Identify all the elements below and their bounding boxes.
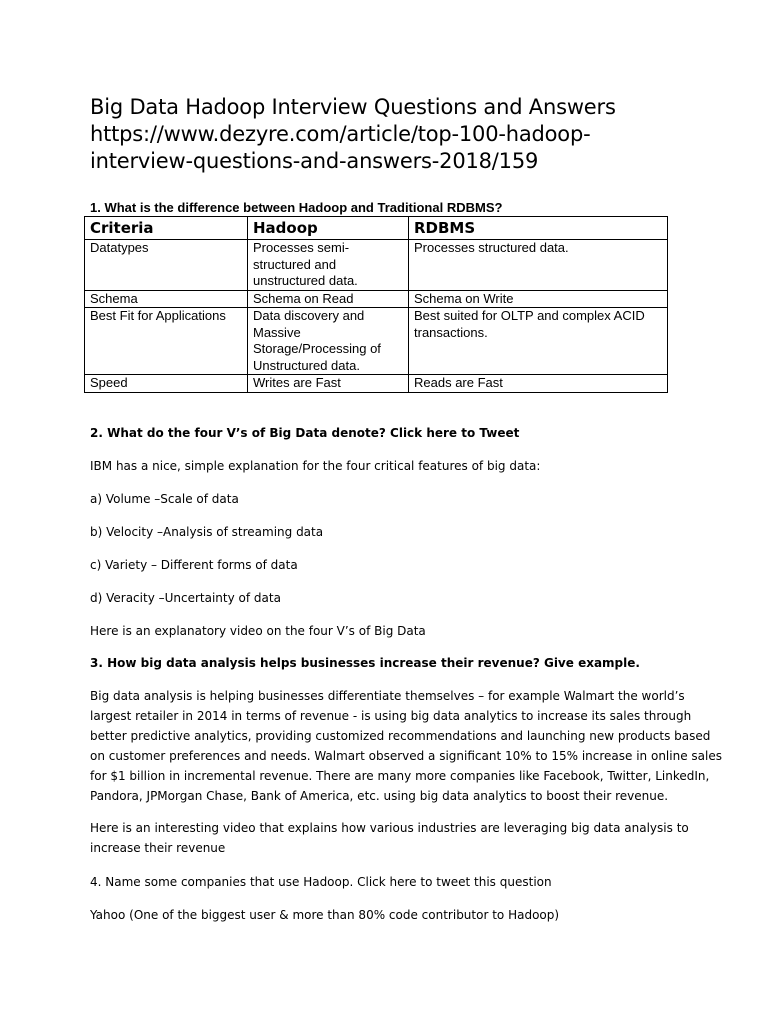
table-row xyxy=(85,375,668,393)
cell-line: Storage/Processing of xyxy=(253,341,381,356)
cell-line: Massive xyxy=(253,324,301,340)
cell-hadoop xyxy=(248,375,409,393)
cell-line: structured and xyxy=(253,256,337,272)
paragraph-line: on customer preferences and needs. Walmart observed a significant 10% to 15% increase in online sales xyxy=(90,749,722,763)
cell-line: Processes semi- xyxy=(253,240,350,255)
paragraph-line: Big data analysis is helping businesses differentiate themselves – for example Walmart the world’s xyxy=(90,689,685,703)
list-item-volume: a) Volume –Scale of data xyxy=(90,492,239,506)
question-2-heading: 2. What do the four V’s of Big Data denote? Click here to Tweet xyxy=(90,426,520,440)
question-3-heading: 3. How big data analysis helps businesses increase their revenue? Give example. xyxy=(90,656,640,670)
list-item-veracity: d) Veracity –Uncertainty of data xyxy=(90,591,281,605)
cell-line: Processes structured data. xyxy=(414,240,569,255)
list-item-variety: c) Variety – Different forms of data xyxy=(90,558,298,572)
cell-hadoop xyxy=(248,308,409,375)
paragraph-line: better predictive analytics, providing customized recommendations and launching new products based xyxy=(90,729,711,743)
column-header-hadoop: Hadoop xyxy=(248,217,409,240)
cell-criteria: Speed xyxy=(85,375,248,393)
cell-criteria: Best Fit for Applications xyxy=(85,308,248,375)
list-item-velocity: b) Velocity –Analysis of streaming data xyxy=(90,525,324,539)
question-1-heading: 1. What is the difference between Hadoop and Traditional RDBMS? xyxy=(90,200,503,215)
cell-line: Data discovery and xyxy=(253,308,365,323)
cell-line: Reads are Fast xyxy=(414,375,503,390)
cell-criteria: Datatypes xyxy=(85,240,248,291)
cell-line: transactions. xyxy=(414,324,488,340)
cell-hadoop xyxy=(248,240,409,291)
column-header-criteria: Criteria xyxy=(85,217,248,240)
question-3-paragraph xyxy=(90,686,722,806)
cell-line: Schema on Write xyxy=(414,290,514,306)
cell-line: Unstructured data. xyxy=(253,357,360,373)
cell-rdbms xyxy=(409,308,668,375)
paragraph-line: largest retailer in 2014 in terms of revenue - is using big data analytics to increase its sales through xyxy=(90,709,692,723)
table-row xyxy=(85,290,668,308)
question-2-video-note: Here is an explanatory video on the four V’s of Big Data xyxy=(90,624,426,638)
table-row xyxy=(85,308,668,375)
cell-criteria: Schema xyxy=(85,290,248,308)
table-header-row xyxy=(85,217,668,240)
table-body xyxy=(85,240,668,393)
question-4-yahoo: Yahoo (One of the biggest user & more than 80% code contributor to Hadoop) xyxy=(90,908,560,922)
column-header-rdbms: RDBMS xyxy=(409,217,668,240)
paragraph-line: Pandora, JPMorgan Chase, Bank of America, etc. using big data analytics to boost their revenue. xyxy=(90,789,669,803)
title-url-line: https://www.dezyre.com/article/top-100-hadoop- xyxy=(90,122,591,146)
cell-rdbms xyxy=(409,375,668,393)
cell-rdbms xyxy=(409,290,668,308)
question-2-intro: IBM has a nice, simple explanation for the four critical features of big data: xyxy=(90,459,541,473)
cell-line: Schema on Read xyxy=(253,290,354,306)
question-3-video-note xyxy=(90,818,690,858)
cell-line: Best suited for OLTP and complex ACID xyxy=(414,308,645,323)
title-line: Big Data Hadoop Interview Questions and Answers xyxy=(90,95,616,119)
title-url-line: interview-questions-and-answers-2018/159 xyxy=(90,149,539,173)
document-title xyxy=(90,94,690,175)
comparison-table xyxy=(84,216,668,393)
table-row xyxy=(85,240,668,291)
cell-line: unstructured data. xyxy=(253,273,358,288)
question-4-heading: 4. Name some companies that use Hadoop. Click here to tweet this question xyxy=(90,875,552,889)
paragraph-line: Here is an interesting video that explains how various industries are leveraging big data analysis to xyxy=(90,821,689,835)
cell-hadoop xyxy=(248,290,409,308)
cell-rdbms xyxy=(409,240,668,291)
paragraph-line: for $1 billion in incremental revenue. There are many more companies like Facebook, Twitter, LinkedIn, xyxy=(90,769,710,783)
paragraph-line: increase their revenue xyxy=(90,841,226,855)
cell-line: Writes are Fast xyxy=(253,375,341,390)
